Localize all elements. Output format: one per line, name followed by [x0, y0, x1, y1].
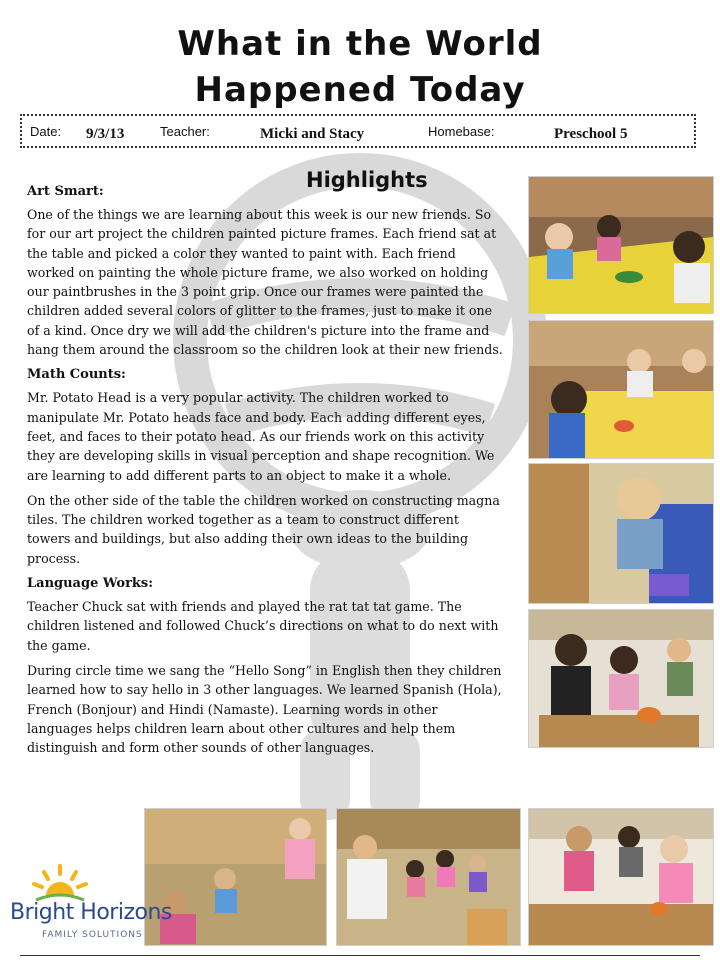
math-heading: Math Counts:: [27, 367, 126, 383]
math-paragraph-2: On the other side of the table the children worked on constructing magna tiles. The children worked together as a team to construct different towers and buildings, but also adding their own ideas to the building process.: [27, 492, 500, 566]
photo-magna-tiles: [528, 463, 714, 604]
math-paragraph-1: Mr. Potato Head is a very popular activity. The children worked to manipulate Mr. Potato heads face and body. Each adding different eyes, feet, and faces to their potato head. As our friends work on this activity they are developing skills in visual perception and shape recognition. We are learning to add different parts to an object to make it a whole.: [27, 390, 495, 483]
logo-name: Bright Horizons: [10, 900, 172, 925]
newsletter-content: [27, 182, 503, 763]
logo-tagline: FAMILY SOLUTIONS: [42, 930, 143, 940]
teacher-value: Micki and Stacy: [260, 126, 365, 142]
footer-divider: [20, 955, 700, 956]
sun-rise-icon: [30, 862, 90, 902]
language-paragraph-2: During circle time we sang the “Hello Song” in English then they children learned how to say hello in 3 other languages. We learned Spanish (Hola), French (Bonjour) and Hindi (Namaste). Learning words in other languages helps children learn about other cultures and help them distinguish and form other sounds of other languages.: [27, 662, 502, 756]
homebase-label: Homebase:: [428, 124, 495, 139]
homebase-value: Preschool 5: [554, 126, 628, 142]
info-bar: [20, 114, 696, 148]
art-paragraph: One of the things we are learning about this week is our new friends. So for our art project the children painted picture frames. Each friend sat at the table and picked a color they wanted to paint with. Each friend worked on painting the whole picture frame, we also worked on holding our paintbrushes in the 3 point grip. Once our frames were painted the children added several colors of glitter to the frames, just to make it one of a kind. Once dry we will add the children's picture into the frame and hang them around the classroom so the children look at their new friends.: [27, 207, 503, 358]
language-paragraph-1: Teacher Chuck sat with friends and played the rat tat tat game. The children listened and followed Chuck’s directions on what to do next with the game.: [27, 599, 499, 653]
art-heading: Art Smart:: [27, 184, 104, 199]
photo-circle-time: [336, 808, 521, 946]
highlights-heading: Highlights: [306, 168, 428, 192]
language-heading: Language Works:: [27, 576, 154, 592]
photo-floor-play: [144, 808, 327, 946]
photo-basket-play: [528, 808, 714, 946]
title-line-1: What in the World: [177, 24, 543, 64]
date-value: 9/3/13: [86, 126, 125, 142]
bright-horizons-logo: [8, 862, 172, 950]
photo-painting-frames: [528, 176, 714, 314]
teacher-label: Teacher:: [160, 124, 210, 139]
photo-potato-head: [528, 320, 714, 459]
title-line-2: Happened Today: [194, 70, 526, 110]
date-label: Date:: [30, 124, 62, 139]
photo-rat-tat-tat-game: [528, 609, 714, 748]
